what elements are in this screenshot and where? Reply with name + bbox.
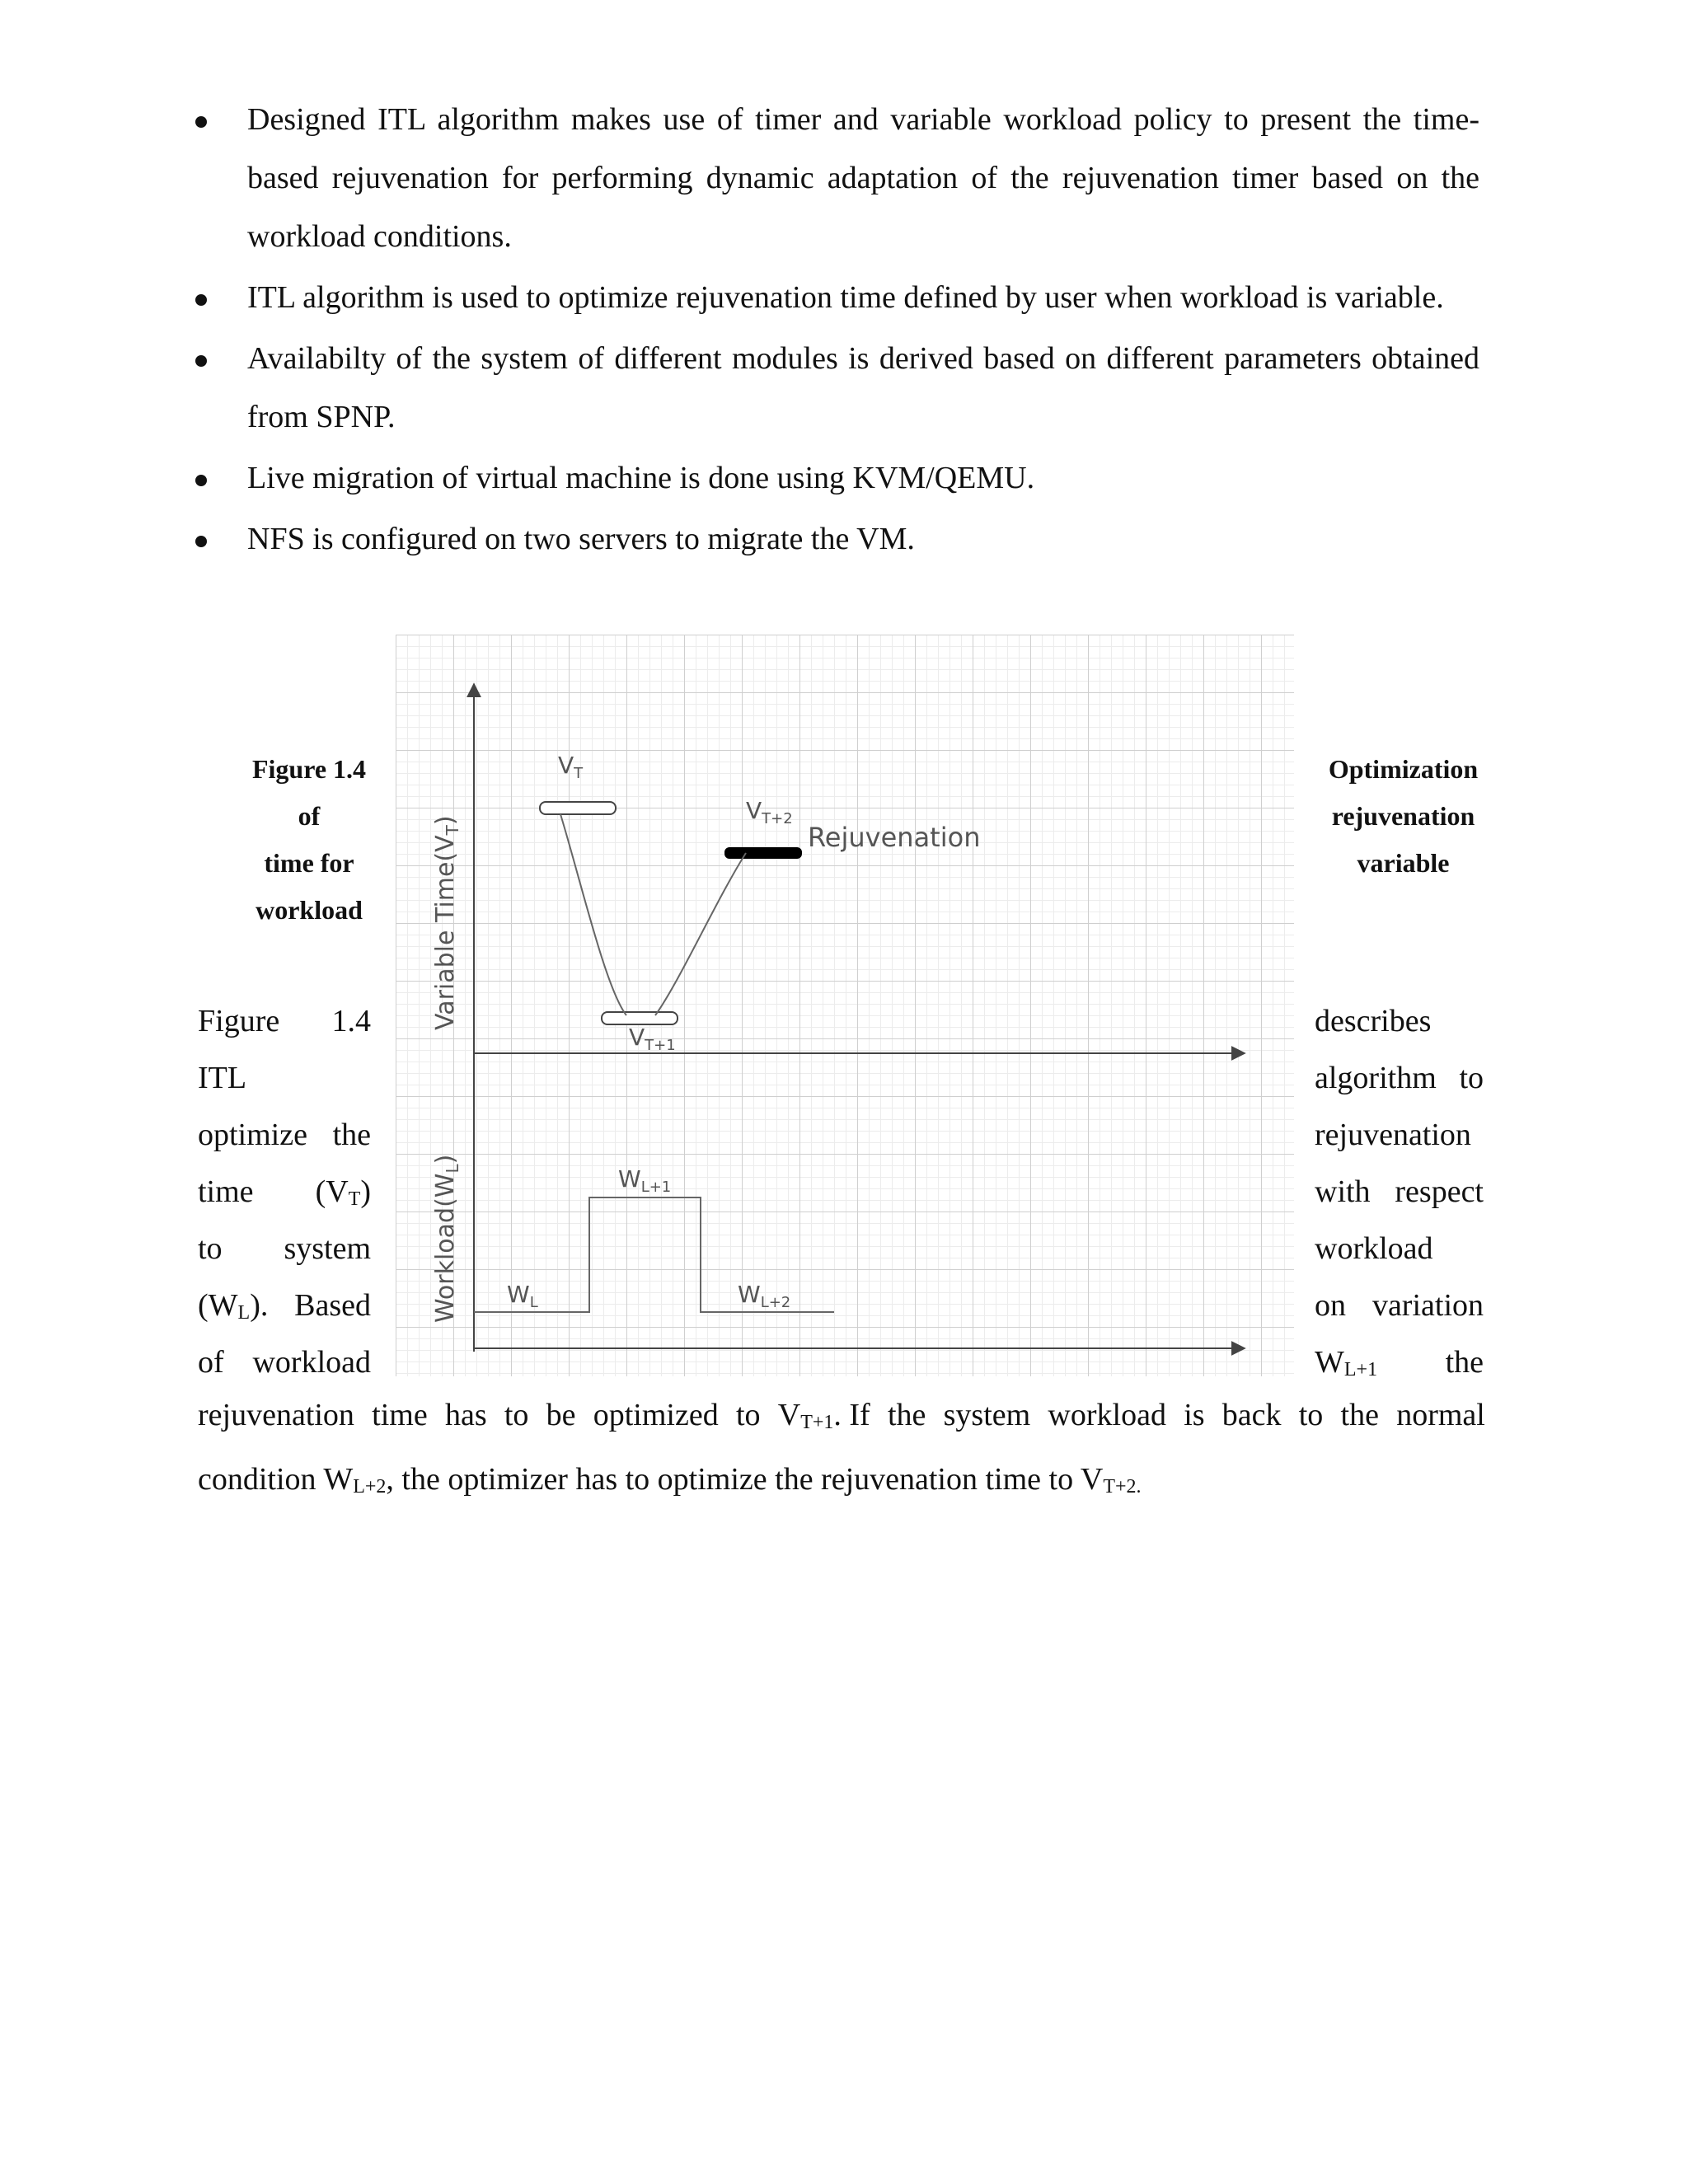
text-word: to bbox=[735, 1398, 761, 1432]
text-word: system bbox=[943, 1398, 1031, 1432]
vt1-label: $V_{T+1}$ bbox=[629, 1024, 676, 1054]
vt-label: $V_T$ bbox=[558, 752, 584, 782]
itl-figure bbox=[396, 635, 1294, 1376]
text-line bbox=[198, 1387, 1485, 1451]
bullet-dot-icon bbox=[195, 355, 207, 367]
figure-caption-right: Optimization rejuvenation variable bbox=[1328, 754, 1479, 878]
text-word: normal bbox=[1396, 1398, 1485, 1432]
text-word: to bbox=[1298, 1398, 1324, 1432]
text-line: algorithm to bbox=[1315, 1061, 1484, 1095]
wl1-label: $W_{L+1}$ bbox=[618, 1165, 672, 1196]
text-line: ITL bbox=[198, 1061, 247, 1095]
paragraph-tail bbox=[198, 1387, 1485, 1516]
text-word: to bbox=[504, 1398, 529, 1432]
bullet-item: Designed ITL algorithm makes use of timer and variable workload policy to present the time-based rejuvenation for performing dynamic adaptation of the rejuvenation timer based on the workload conditions. bbox=[194, 91, 1479, 266]
bullet-item: NFS is configured on two servers to migrate the VM. bbox=[194, 510, 1479, 569]
text-line: $(W_L)$. Based bbox=[198, 1288, 371, 1324]
text-word: time bbox=[372, 1398, 428, 1432]
paragraph-left-column bbox=[198, 993, 371, 1391]
bullet-item: ITL algorithm is used to optimize rejuvenation time defined by user when workload is variable. bbox=[194, 269, 1479, 327]
text-word: optimized bbox=[593, 1398, 719, 1432]
vt-bar bbox=[540, 802, 616, 814]
text-line: time $(V_T)$ bbox=[198, 1174, 371, 1210]
vt2-bar bbox=[725, 848, 801, 858]
rejuvenation-curve bbox=[560, 814, 746, 1015]
text-word: $V_{T+1}$. If bbox=[777, 1398, 870, 1433]
bullet-dot-icon bbox=[195, 294, 207, 306]
bullet-dot-icon bbox=[195, 475, 207, 486]
text-word: the bbox=[1340, 1398, 1379, 1432]
text-word: be bbox=[546, 1398, 576, 1432]
figure-diagram bbox=[396, 635, 1294, 1376]
text-word: has bbox=[444, 1398, 487, 1432]
text-word: is bbox=[1184, 1398, 1205, 1432]
text-line: to system bbox=[198, 1231, 371, 1266]
text-line: workload bbox=[1315, 1231, 1433, 1266]
bullet-item: Availabilty of the system of different modules is derived based on different parameters obtained from SPNP. bbox=[194, 330, 1479, 447]
text-word: back bbox=[1221, 1398, 1282, 1432]
text-line: $W_{L+1}$ the bbox=[1315, 1345, 1484, 1380]
text-word: workload bbox=[1048, 1398, 1166, 1432]
text-line: on variation bbox=[1315, 1288, 1484, 1323]
text-word: rejuvenation bbox=[198, 1398, 354, 1432]
wl2-label: $W_{L+2}$ bbox=[738, 1281, 791, 1311]
text-line: optimize the bbox=[198, 1118, 371, 1152]
vt2-label: $V_{T+2}$ bbox=[746, 797, 793, 827]
text-line: of workload bbox=[198, 1345, 371, 1380]
rejuvenation-label: Rejuvenation bbox=[808, 822, 981, 853]
text-line: rejuvenation bbox=[1315, 1118, 1471, 1152]
text-line: condition $W_{L+2}$, the optimizer has to optimize the rejuvenation time to $V_{T+2.}$ bbox=[198, 1462, 1142, 1497]
bullet-dot-icon bbox=[195, 116, 207, 128]
text-line: describes bbox=[1315, 1004, 1432, 1038]
bullet-item: Live migration of virtual machine is done using KVM/QEMU. bbox=[194, 449, 1479, 508]
y-axis-label-variable-time: Variable $Time(V_T)$ bbox=[431, 815, 462, 1030]
text-line: with respect bbox=[1315, 1174, 1484, 1209]
figure-caption-left: Figure 1.4 of time for workload bbox=[251, 754, 367, 925]
bullet-list bbox=[194, 91, 1479, 571]
vt1-bar bbox=[602, 1012, 678, 1024]
bullet-dot-icon bbox=[195, 536, 207, 547]
text-line: Figure 1.4 bbox=[198, 1004, 371, 1038]
paragraph-right-column bbox=[1315, 993, 1484, 1391]
wl-label: $W_L$ bbox=[507, 1281, 538, 1311]
text-word: the bbox=[887, 1398, 926, 1432]
y-axis-label-workload: $Workload(W_L)$ bbox=[431, 1154, 462, 1323]
